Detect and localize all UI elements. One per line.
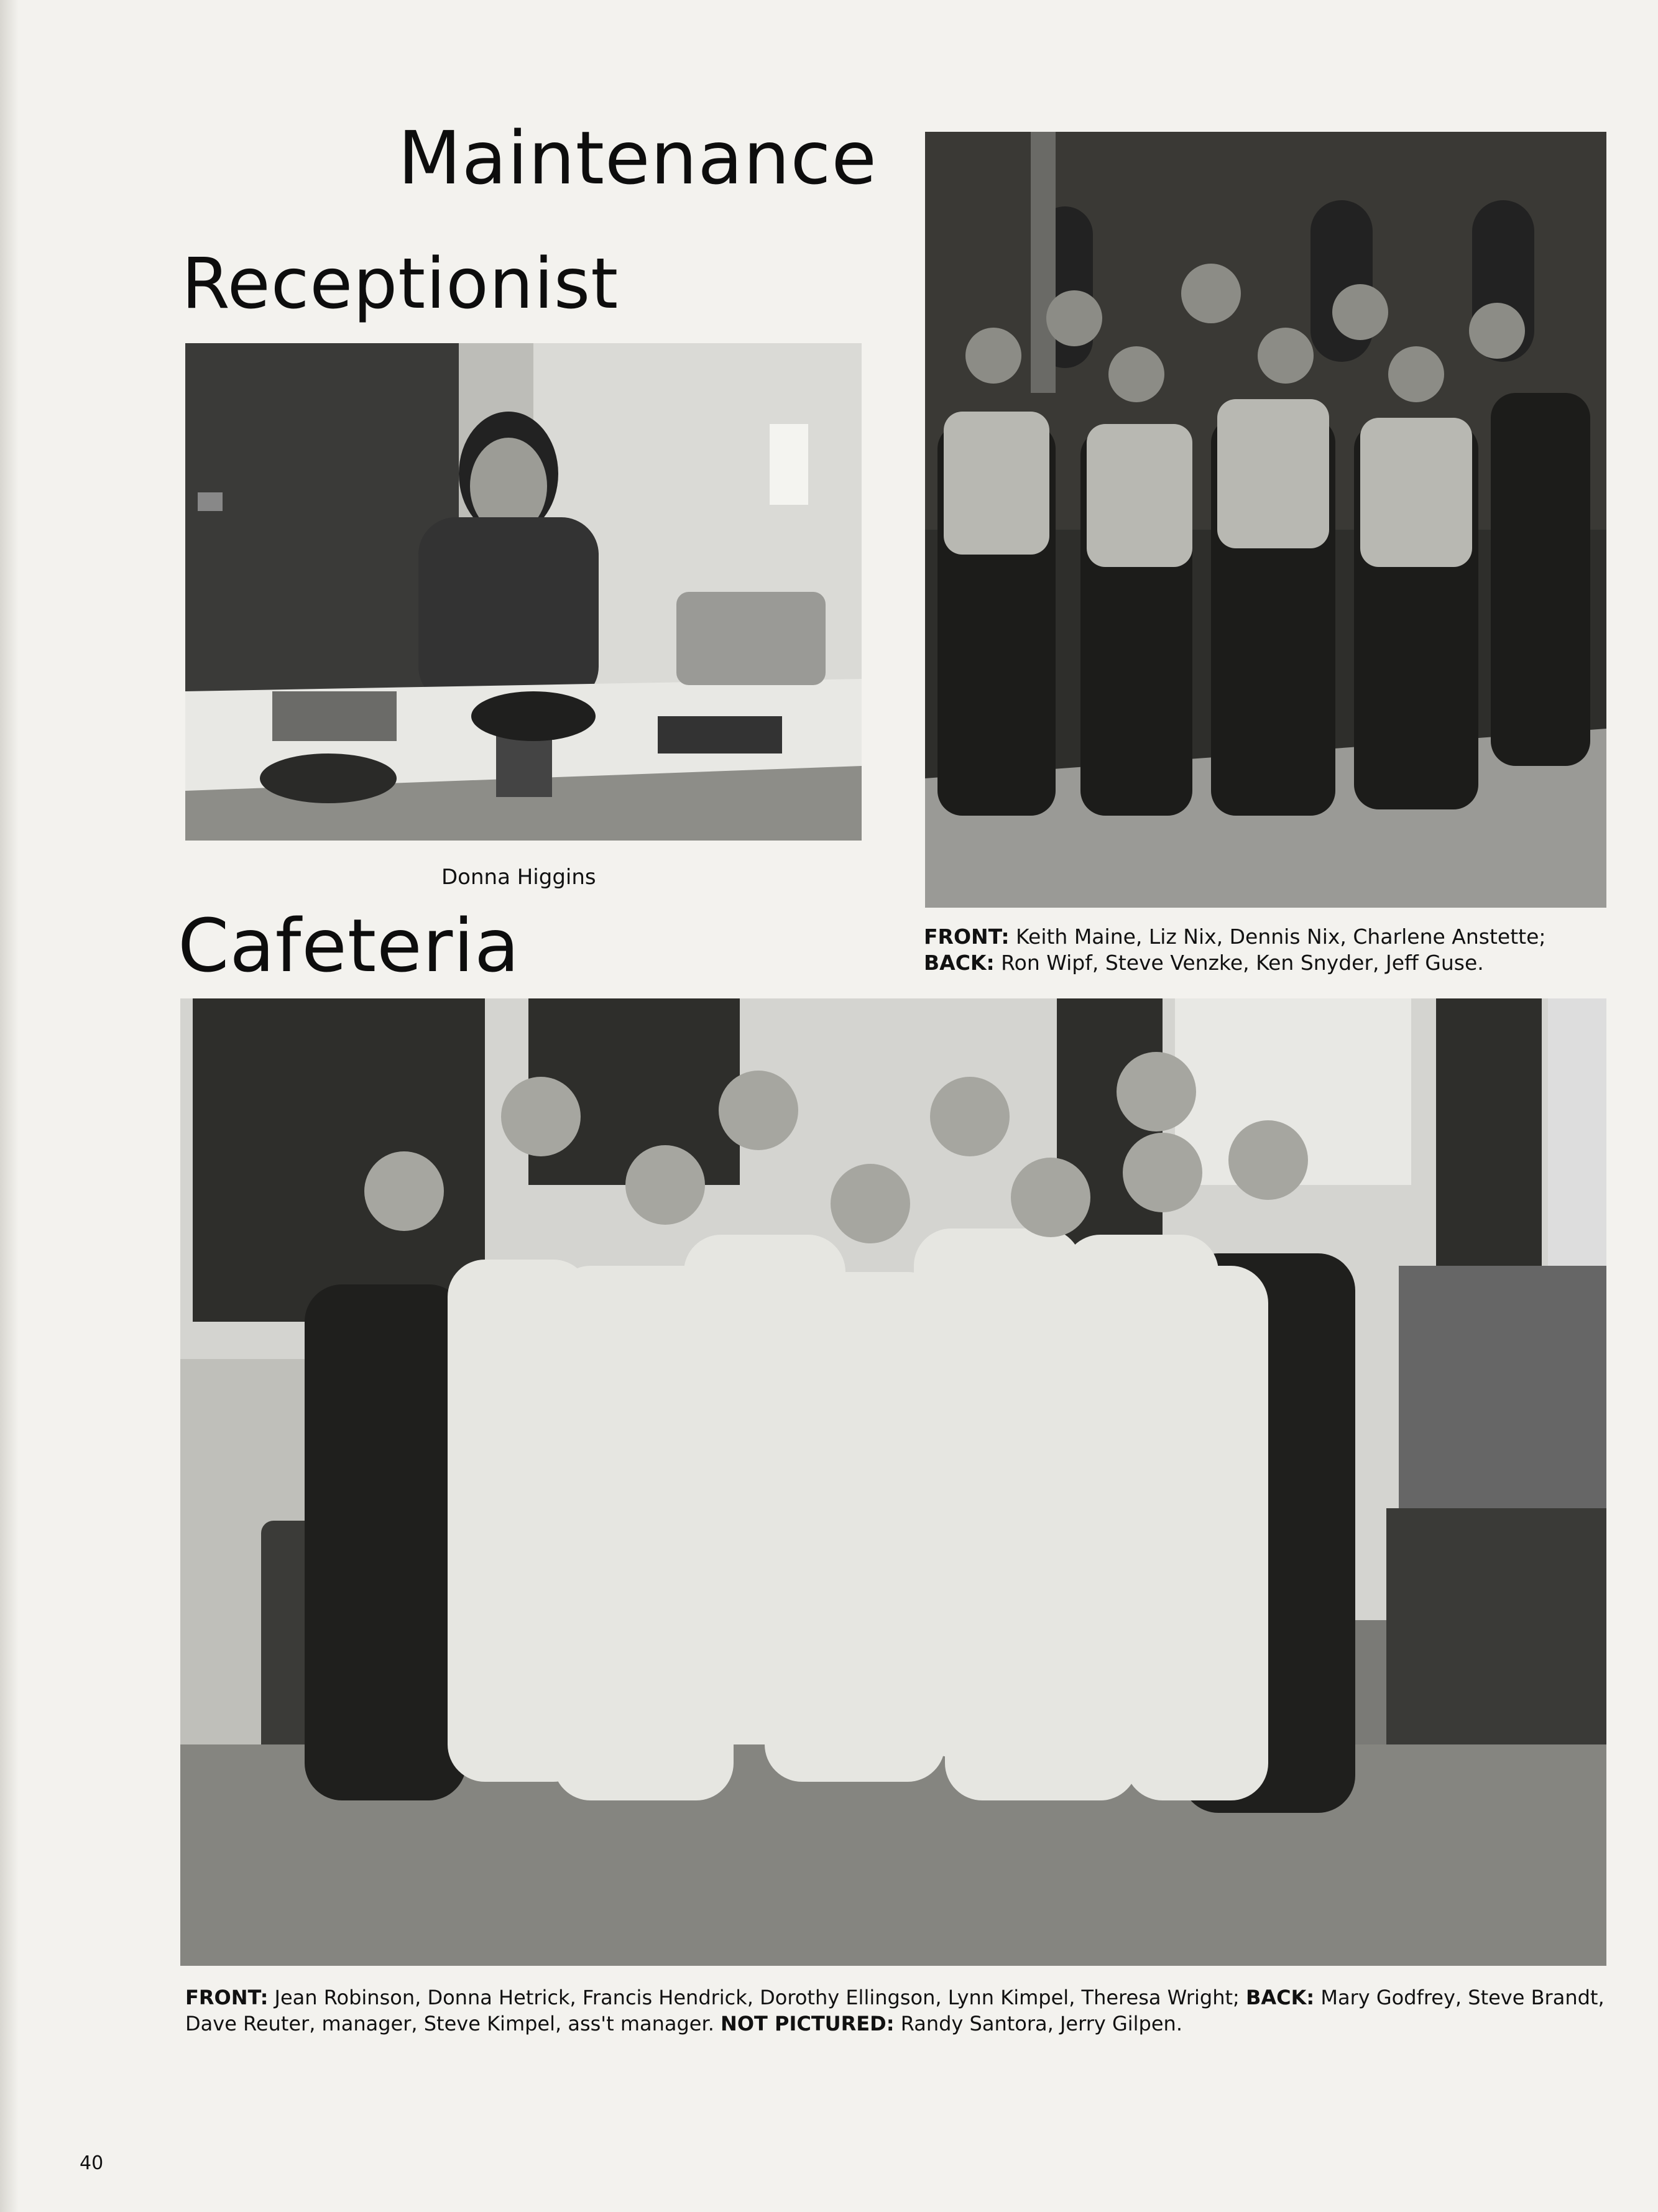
cafeteria-photo bbox=[180, 998, 1606, 1966]
receptionist-photo bbox=[185, 343, 862, 841]
cafeteria-front-label: FRONT: bbox=[185, 1986, 269, 2009]
maintenance-back-label: BACK: bbox=[924, 951, 995, 975]
heading-receptionist: Receptionist bbox=[182, 244, 619, 325]
cafeteria-back-names: Mary Godfrey, Steve Brandt, Dave Reuter, manager, Steve Kimpel, ass't manager. bbox=[185, 1986, 1605, 2035]
page-gutter-shadow bbox=[0, 0, 19, 2212]
maintenance-back-names: Ron Wipf, Steve Venzke, Ken Snyder, Jeff Guse. bbox=[994, 951, 1484, 975]
maintenance-front-names: Keith Maine, Liz Nix, Dennis Nix, Charlene Anstette; bbox=[1009, 924, 1546, 949]
receptionist-caption: Donna Higgins bbox=[441, 865, 596, 890]
cafeteria-not-pictured-label: NOT PICTURED: bbox=[721, 2012, 895, 2035]
cafeteria-front-names: Jean Robinson, Donna Hetrick, Francis Hendrick, Dorothy Ellingson, Lynn Kimpel, Theresa Wright; bbox=[268, 1986, 1246, 2009]
cafeteria-caption bbox=[185, 1984, 1609, 2037]
page-number: 40 bbox=[80, 2152, 104, 2174]
maintenance-front-label: FRONT: bbox=[924, 924, 1010, 949]
cafeteria-not-pictured-names: Randy Santora, Jerry Gilpen. bbox=[894, 2012, 1182, 2035]
heading-cafeteria: Cafeteria bbox=[178, 903, 520, 988]
heading-maintenance: Maintenance bbox=[398, 115, 877, 201]
cafeteria-back-label: BACK: bbox=[1245, 1986, 1315, 2009]
maintenance-photo bbox=[925, 132, 1606, 908]
maintenance-caption bbox=[924, 924, 1608, 976]
